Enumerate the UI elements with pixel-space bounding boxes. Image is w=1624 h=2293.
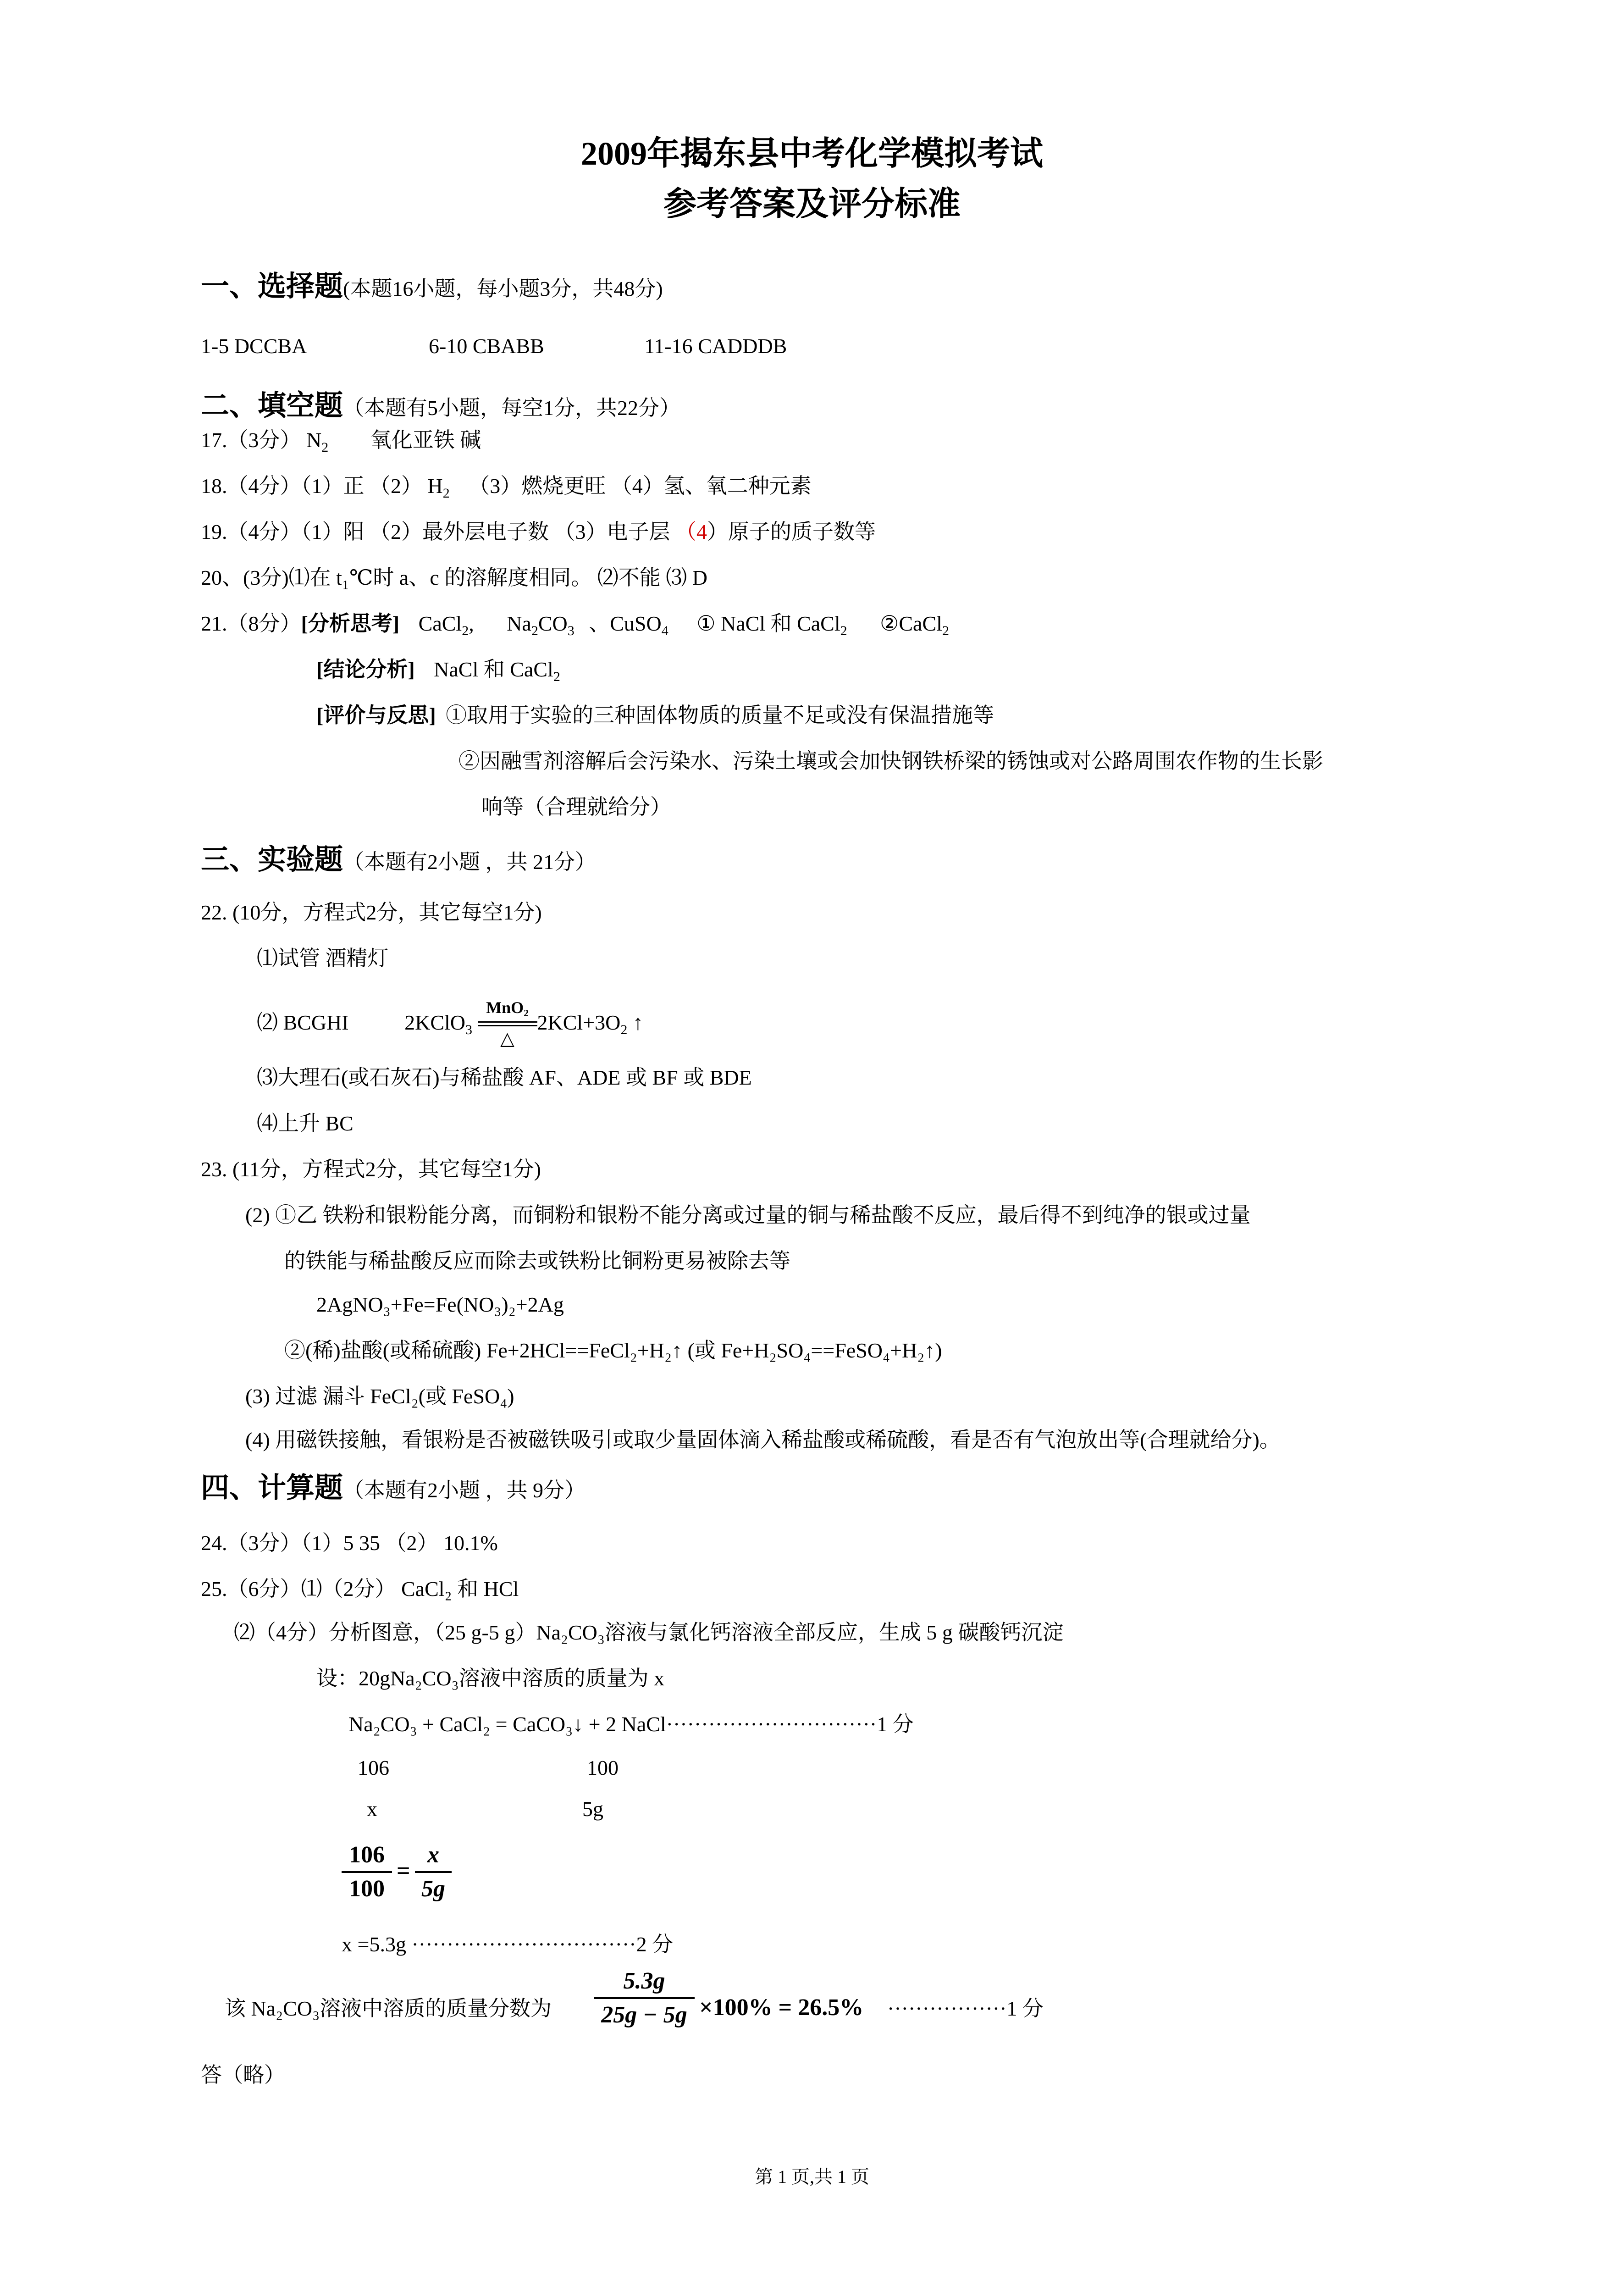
q25-part-2: ⑵（4分）分析图意，（25 g-5 g）Na₂CO₃溶液与氯化钙溶液全部反应，生成 5 g 碳酸钙沉淀 <box>234 1621 1064 1644</box>
fraction-denominator: 25g − 5g <box>601 2002 687 2028</box>
q21-prefix: 21.（8分） <box>201 612 301 635</box>
q21-analysis-label: [分析思考] <box>301 612 400 635</box>
section-3-heading <box>201 844 596 878</box>
fraction-denominator: 5g <box>421 1876 445 1902</box>
percentage-fraction <box>594 1965 695 2031</box>
q22-gas-arrow: ↑ <box>632 1011 643 1034</box>
section-1-note: (本题16小题，每小题3分，共48分) <box>343 277 663 300</box>
q25-equation: Na₂CO₃ + CaCl₂ = CaCO₃↓ + 2 NaCl······························1 分 <box>348 1712 914 1736</box>
q19-line <box>201 518 876 546</box>
answers-1-5: 1-5 DCCBA <box>201 334 307 358</box>
subscript: 2 <box>553 669 560 684</box>
document-subtitle: 参考答案及评分标准 <box>663 186 961 222</box>
q21-line-3 <box>316 702 994 729</box>
q22-reactant: 2KClO <box>404 1011 466 1034</box>
page-footer: 第 1 页,共 1 页 <box>755 2166 869 2187</box>
q23-part-3: (3) 过滤 漏斗 FeCl₂(或 FeSO₄) <box>245 1385 514 1408</box>
subscript: 2 <box>442 486 450 501</box>
equals-sign: = <box>397 1858 410 1884</box>
q21-evaluation-label: [评价与反思] <box>316 703 436 727</box>
subscript: 2 <box>321 440 329 455</box>
subscript: 2 <box>620 1022 628 1037</box>
q22-reaction-arrow <box>478 998 537 1049</box>
q22-heat-symbol: △ <box>500 1028 514 1049</box>
q22-part-4: ⑷上升 BC <box>257 1112 354 1135</box>
q21-answer-1: ① NaCl 和 CaCl <box>696 612 840 635</box>
q25-part-1: 25.（6分）⑴（2分） CaCl₂ 和 HCl <box>201 1577 519 1601</box>
q19-answers: 19.（4分）（1）阳 （2）最外层电子数 （3）电子层 <box>201 520 675 543</box>
section-4-title: 四、计算题 <box>201 1473 343 1504</box>
q25-molar-mass-2: 100 <box>587 1756 619 1779</box>
q25-molar-mass-1: 106 <box>358 1756 389 1779</box>
q21-cacl2: CaCl <box>418 612 462 635</box>
q24-line: 24.（3分）（1）5 35 （2） 10.1% <box>201 1531 498 1555</box>
q23-part-4: (4) 用磁铁接触，看银粉是否被磁铁吸引或取少量固体滴入稀盐酸或稀硫酸，看是否有气泡放出等(合理就给分)。 <box>245 1428 1281 1451</box>
q23-header: 23. (11分，方程式2分，其它每空1分) <box>201 1158 541 1181</box>
q23-part-2b: ②(稀)盐酸(或稀硫酸) Fe+2HCl==FeCl₂+H₂↑ (或 Fe+H₂SO₄==FeSO₄+H₂↑) <box>284 1339 942 1362</box>
q21-line-2 <box>316 656 560 683</box>
q22-part-1: ⑴试管 酒精灯 <box>257 947 389 970</box>
q21-cuso: 、CuSO <box>589 612 662 635</box>
subscript: 3 <box>567 623 574 638</box>
q21-co: CO <box>538 612 568 635</box>
subscript: 3 <box>465 1022 473 1037</box>
section-2-heading <box>201 390 680 424</box>
q22-apparatus: ⑵ BCGHI <box>257 1011 349 1034</box>
section-3-title: 三、实验题 <box>201 844 343 875</box>
answer-omitted: 答（略） <box>201 2063 285 2087</box>
q25-unknown: x <box>367 1797 377 1821</box>
q21-conclusion: NaCl 和 CaCl <box>434 658 553 681</box>
subscript: 2 <box>942 623 949 638</box>
q17-answers: 氧化亚铁 碱 <box>370 428 481 452</box>
q22-part-2 <box>257 998 643 1049</box>
q25-mass: 5g <box>582 1797 603 1821</box>
q23-part-2a-cont: 的铁能与稀盐酸反应而除去或铁粉比铜粉更易被除去等 <box>284 1249 790 1273</box>
percentage-result: ×100% = 26.5% <box>699 1994 864 2021</box>
section-4-note: （本题有2小题 ，共 9分） <box>343 1479 586 1502</box>
subscript: 4 <box>661 623 668 638</box>
q18-prefix: 18.（4分）（1）正 （2） H <box>201 474 443 498</box>
section-2-title: 二、填空题 <box>201 390 343 421</box>
q17-prefix: 17.（3分） N <box>201 428 322 452</box>
q22-part-3: ⑶大理石(或石灰石)与稀盐酸 AF、ADE 或 BF 或 BDE <box>257 1066 752 1089</box>
fraction-numerator: x <box>427 1842 439 1868</box>
subscript: 2 <box>840 623 847 638</box>
q23-equation-1: 2AgNO₃+Fe=Fe(NO₃)₂+2Ag <box>316 1293 564 1316</box>
answers-11-16: 11-16 CADDDB <box>644 334 787 358</box>
q22-header: 22. (10分，方程式2分，其它每空1分) <box>201 901 542 924</box>
section-1-heading <box>201 271 663 305</box>
q25-result: x =5.3g ································2 分 <box>342 1933 674 1956</box>
q21-line-4: ②因融雪剂溶解后会污染水、污染土壤或会加快钢铁桥梁的锈蚀或对公路周围农作物的生长影 <box>458 749 1323 773</box>
q21-conclusion-label: [结论分析] <box>316 658 415 681</box>
section-1-title: 一、选择题 <box>201 271 343 302</box>
q25-percentage-label: 该 Na₂CO₃溶液中溶质的质量分数为 <box>225 1997 552 2020</box>
q17-line <box>201 426 481 454</box>
q25-assumption: 设：20gNa₂CO₃溶液中溶质的质量为 x <box>316 1667 665 1690</box>
q22-catalyst: MnO₂ <box>486 998 529 1017</box>
q18-line <box>201 472 812 500</box>
q23-part-2a: (2) ①乙 铁粉和银粉能分离，而铜粉和银粉不能分离或过量的铜与稀盐酸不反应，最后得不到纯净的银或过量 <box>245 1203 1251 1227</box>
proportion-fraction-left <box>342 1839 392 1905</box>
q21-evaluation-1: ①取用于实验的三种固体物质的质量不足或没有保温措施等 <box>446 703 994 727</box>
q19-answer-4: ）原子的质子数等 <box>707 520 876 543</box>
q18-answers: （3）燃烧更旺 （4）氢、氧二种元素 <box>469 474 812 498</box>
section-3-note: （本题有2小题 ，共 21分） <box>343 850 597 874</box>
fraction-numerator: 5.3g <box>623 1968 665 1994</box>
q21-answer-2: ②CaCl <box>880 612 942 635</box>
q21-na: Na <box>507 612 531 635</box>
subscript: 2 <box>531 623 538 638</box>
answers-6-10: 6-10 CBABB <box>429 334 544 358</box>
q22-products: 2KCl+3O <box>537 1011 621 1034</box>
percentage-score: ·················1 分 <box>887 1997 1044 2020</box>
fraction-denominator: 100 <box>349 1876 385 1902</box>
q21-line-1: 21.（8分）[分析思考] CaCl$_2$, $Na_2CO_3$ 、CuSO$_4$ ① NaCl 和 CaCl$_2$ ②CaCl$_2$ <box>201 612 949 638</box>
q20-line: 20、(3分)⑴在 t₁℃时 a、c 的溶解度相同。 ⑵不能 ⑶ D <box>201 566 707 589</box>
section-2-note: （本题有5小题，每空1分，共22分） <box>343 396 681 420</box>
q19-red-mark: （4 <box>675 520 707 543</box>
subscript: 2 <box>462 623 469 638</box>
fraction-numerator: 106 <box>349 1842 385 1868</box>
document-title: 2009年揭东县中考化学模拟考试 <box>580 135 1043 172</box>
q21-line-5: 响等（合理就给分） <box>481 795 671 819</box>
proportion-fraction-right <box>415 1839 452 1905</box>
section-4-heading <box>201 1472 586 1507</box>
